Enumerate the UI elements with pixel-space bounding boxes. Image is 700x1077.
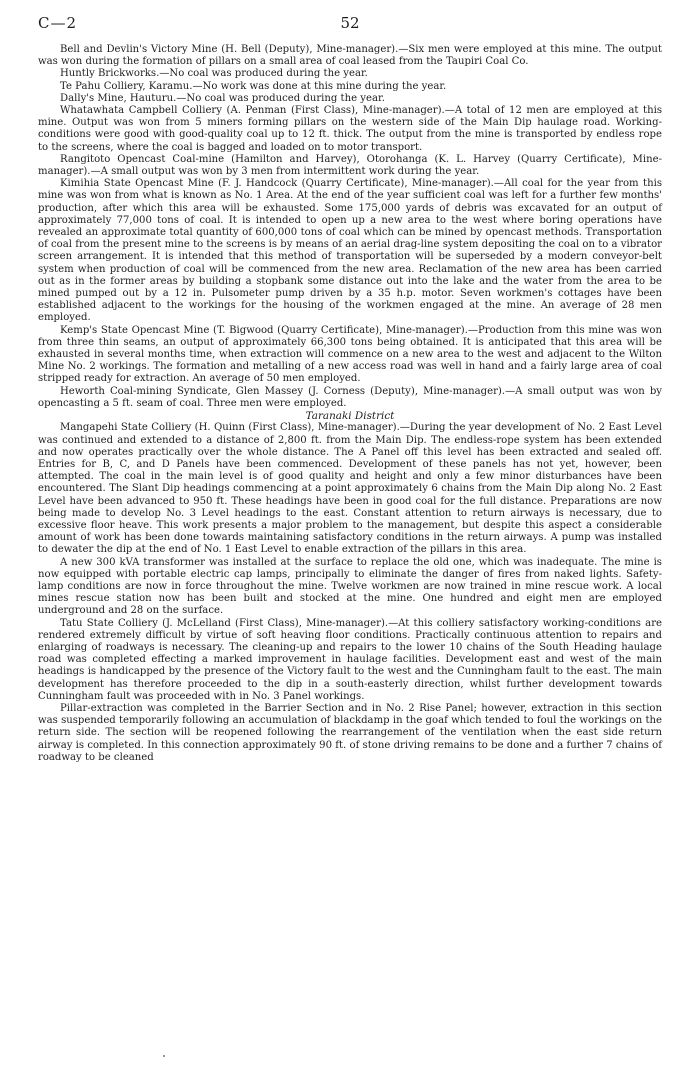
paragraph: Kimihia State Opencast Mine (F. J. Handcock (Quarry Certificate), Mine-manager).—All coal for the year from this mine was won from what is known as No. 1 Area. At the end of the year sufficient coal was left for a further few months' production, after which this area will be exhausted. Some 175,000 yards of debris was excavated for an output of approximately 77,000 tons of coal. It is intended to open up a new area to the west where boring operations have revealed an approximate total quantity of 600,000 tons of coal which can be mined by opencast methods. Transportation of coal from the present mine to the screens is by means of an aerial drag-line system depositing the coal on to a vibrator screen arrangement. It is intended that this method of transportation will be superseded by a modern conveyor-belt system when production of coal will be commenced from the new area. Reclamation of the new area has been carried out as in the former areas by building a stopbank some distance out into the lake and the water from the area to be mined pumped out by a 12 in. Pulsometer pump driven by a 35 h.p. motor. Seven workmen's cottages have been established adjacent to the workings for the housing of the workmen engaged at the mine. An average of 28 men employed. (38, 178, 662, 324)
paragraph: Te Pahu Colliery, Karamu.—No work was done at this mine during the year. (60, 80, 447, 92)
paragraph: Dally's Mine, Hauturu.—No coal was produced during the year. (60, 92, 385, 104)
paragraph: Pillar-extraction was completed in the Barrier Section and in No. 2 Rise Panel; however, extraction in this section was suspended temporarily following an accumulation of blackdamp in the goaf which tended to foul the workings on the return side. The section will be reopened following the rearrangement of the ventilation when the east side return airway is completed. In this connection approximately 90 ft. of stone driving remains to be done and a further 7 chains of roadway to be cleaned (38, 702, 662, 763)
paragraph: Kemp's State Opencast Mine (T. Bigwood (Quarry Certificate), Mine-manager).—Production from this mine was won from three thin seams, an output of approximately 66,300 tons being obtained. It is anticipated that this area will be exhausted in several months time, when extraction will commence on a new area to the west and adjacent to the Wilton Mine No. 2 workings. The formation and metalling of a new access road was well in hand and a fairly large area of coal stripped ready for extraction. An average of 50 men employed. (38, 324, 662, 385)
section-code: C—2 (38, 14, 78, 32)
paragraph: Huntly Brickworks.—No coal was produced during the year. (60, 68, 368, 80)
paragraph: Mangapehi State Colliery (H. Quinn (First Class), Mine-manager).—During the year development of No. 2 East Level was continued and extended to a distance of 2,800 ft. from the Main Dip. The endless-rope system has been extended and now operates practically over the whole distance. The A Panel off this level has been extracted and sealed off. Entries for B, C, and D Panels have been commenced. Development of these panels has not yet, however, been attempted. The coal in the main level is of good quality and height and only a few minor disturbances have been encountered. The Slant Dip headings commencing at a point approximately 6 chains from the Main Dip along No. 2 East Level have been advanced to 950 ft. These headings have been in good coal for the full distance. Preparations are now being made to develop No. 3 Level headings to the east. Constant attention to return airways is necessary, due to excessive floor heave. This work presents a major problem to the management, but despite this aspect a considerable amount of work has been done towards maintaining satisfactory conditions in the return airways. A pump was installed to dewater the dip at the end of No. 1 East Level to enable extraction of the pillars in this area. (38, 422, 662, 556)
document-page (38, 14, 662, 764)
paragraph: Heworth Coal-mining Syndicate, Glen Massey (J. Corness (Deputy), Mine-manager).—A small output was won by opencasting a 5 ft. seam of coal. Three men were employed. (38, 385, 662, 409)
scan-speck (163, 1055, 165, 1057)
page-header (38, 14, 662, 44)
paragraph: A new 300 kVA transformer was installed at the surface to replace the old one, which was inadequate. The mine is now equipped with portable electric cap lamps, principally to eliminate the danger of fires from naked lights. Safety-lamp conditions are now in force throughout the mine. Twelve workmen are now trained in mine rescue work. A local mines rescue station now has been built and stocked at the mine. One hundred and eight men are employed underground and 28 on the surface. (38, 556, 662, 617)
paragraph: Bell and Devlin's Victory Mine (H. Bell (Deputy), Mine-manager).—Six men were employed at this mine. The output was won during the formation of pillars on a small area of coal leased from the Taupiri Coal Co. (38, 44, 662, 68)
paragraph: Rangitoto Opencast Coal-mine (Hamilton and Harvey), Otorohanga (K. L. Harvey (Quarry Certificate), Mine-manager).—A small output was won by 3 men from intermittent work during the year. (38, 153, 662, 178)
body-text (38, 44, 662, 764)
paragraph: Whatawhata Campbell Colliery (A. Penman (First Class), Mine-manager).—A total of 12 men are employed at this mine. Output was won from 5 miners forming pillars on the western side of the Main Dip haulage road. Working-conditions were good with good-quality coal up to 12 ft. thick. The output from the mine is transported by endless rope to the screens, where the coal is bagged and loaded on to motor transport. (38, 105, 662, 153)
district-heading: Taranaki District (305, 410, 395, 423)
paragraph: Tatu State Colliery (J. McLelland (First Class), Mine-manager).—At this colliery satisfactory working-conditions are rendered extremely difficult by virtue of soft heaving floor conditions. Practically continuous attention to repairs and enlarging of roadways is necessary. The cleaning-up and repairs to the lower 10 chains of the South Heading haulage road was completed effecting a marked improvement in haulage facilities. Development east and west of the main headings is handicapped by the presence of the Victory fault to the west and the Cunningham fault to the east. The main development has therefore proceeded to the dip in a south-easterly direction, whilst further development towards Cunningham fault was proceeded with in No. 3 Panel workings. (38, 617, 662, 702)
page-number: 52 (340, 14, 360, 32)
